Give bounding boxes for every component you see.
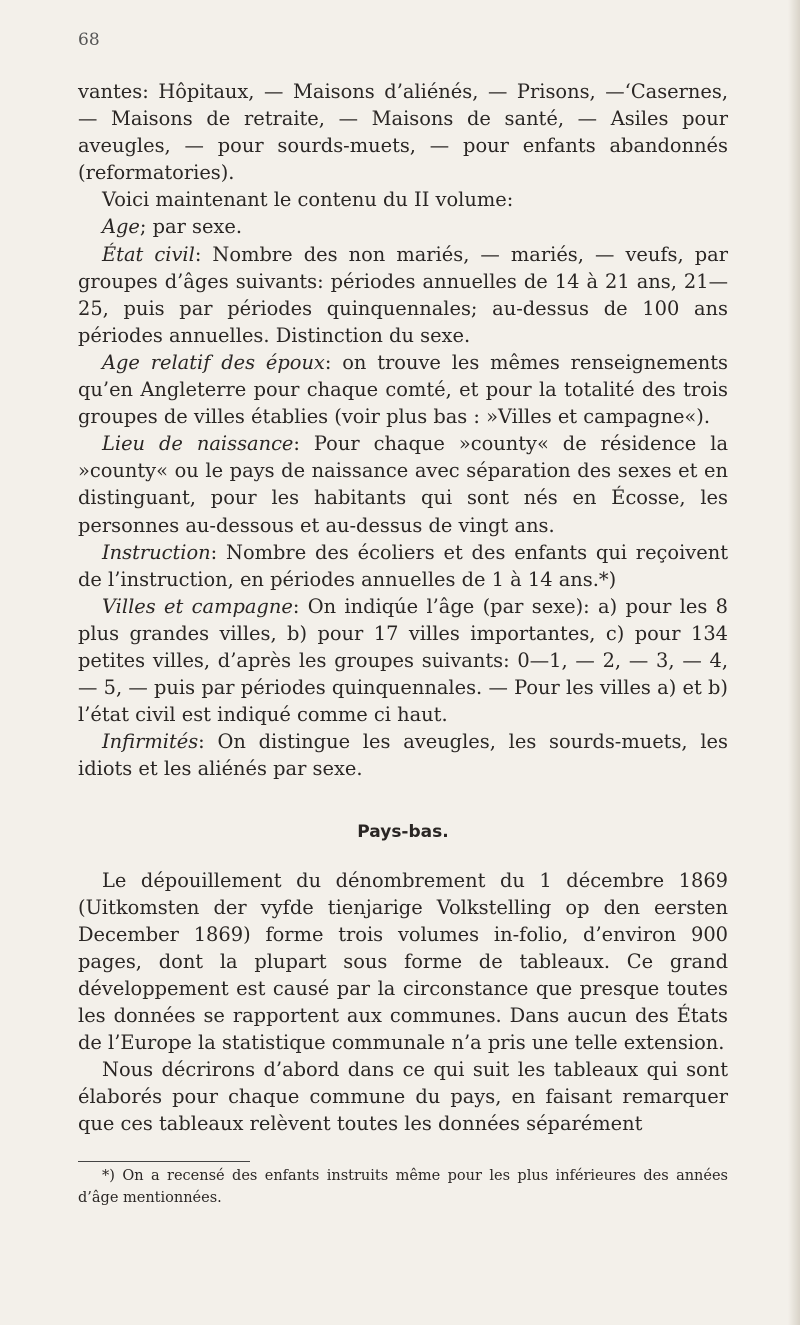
footnote-divider bbox=[78, 1161, 250, 1162]
paragraph-body: Voici maintenant le contenu du II volume: bbox=[102, 188, 514, 212]
paragraph-age-relatif bbox=[78, 349, 728, 430]
page-number: 68 bbox=[78, 30, 100, 50]
paragraph-lead: Lieu de naissance bbox=[102, 432, 294, 456]
paragraph-lead: Infirmités bbox=[102, 730, 199, 754]
page-edge-shadow bbox=[788, 0, 800, 1325]
paragraph-infirmites bbox=[78, 728, 728, 782]
paragraph-lead: Age bbox=[102, 215, 140, 239]
paragraph-continuation bbox=[78, 78, 728, 186]
paragraph-lead: Instruction bbox=[102, 540, 211, 564]
paragraph-body: : On distingue les aveugles, les sourds-muets, les idiots et les aliénés par sexe. bbox=[78, 730, 728, 781]
footnote: *) On a recensé des enfants instruits même pour les plus inférieures des années d’âge mentionnées. bbox=[78, 1168, 728, 1206]
paragraph-body: ; par sexe. bbox=[139, 215, 243, 239]
paragraph-body: : On indiqúe l’âge (par sexe): a) pour les 8 plus grandes villes, b) pour 17 villes importantes, c) pour 134 petites villes, d’après les groupes suivants: 0—1, — 2, — 3, — 4, — 5, — puis par périodes quinquennales. — Pour les villes a) et b) l’état civil est indiqué comme ci haut. bbox=[78, 594, 728, 727]
section-heading: Pays-bas. bbox=[357, 822, 449, 843]
paragraph-body: vantes: Hôpitaux, — Maisons d’aliénés, — Prisons, —‘Casernes, — Maisons de retraite, — Maisons de santé, — Asiles pour aveugles, — pour sourds-muets, — pour enfants abandonnés (reformatories). bbox=[78, 80, 728, 185]
paragraph-lead: État civil bbox=[102, 242, 195, 266]
paragraph-instruction bbox=[78, 539, 728, 593]
section-paragraph: Le dépouillement du dénombrement du 1 décembre 1869 (Uitkomsten der vyfde tienjarige Volkstelling op den eersten December 1869) forme trois volumes in-folio, d’environ 900 pages, dont la plupart sous forme de tableaux. Ce grand développement est causé par la circonstance que presque toutes les données se rapportent aux communes. Dans aucun des États de l’Europe la statistique communale n’a pris une telle extension. bbox=[78, 868, 728, 1055]
paragraph-villes-campagne bbox=[78, 593, 728, 728]
main-text bbox=[78, 78, 728, 1137]
paragraph-lieu-naissance bbox=[78, 430, 728, 538]
paragraph-lead: Age relatif des époux bbox=[102, 350, 325, 374]
paragraph-intro bbox=[78, 186, 728, 213]
paragraph-body: : Nombre des écoliers et des enfants qui reçoivent de l’instruction, en périodes annuelles de 1 à 14 ans.*) bbox=[78, 540, 728, 591]
paragraph-body: : on trouve les mêmes renseignements qu’en Angleterre pour chaque comté, et pour la totalité des trois groupes de villes établies (voir plus bas : »Villes et campagne«). bbox=[78, 350, 728, 429]
paragraph-body: : Pour chaque »county« de résidence la »county« ou le pays de naissance avec séparation des sexes et en distinguant, pour les habitants qui sont nés en Écosse, les personnes au-dessous et au-dessus de vingt ans. bbox=[78, 432, 728, 537]
paragraph-age bbox=[78, 213, 728, 240]
paragraph-etat-civil bbox=[78, 241, 728, 349]
section-paragraph: Nous décrirons d’abord dans ce qui suit les tableaux qui sont élaborés pour chaque commune du pays, en faisant remarquer que ces tableaux relèvent toutes les données séparément bbox=[78, 1058, 728, 1136]
paragraph-body: : Nombre des non mariés, — mariés, — veufs, par groupes d’âges suivants: périodes annuelles de 14 à 21 ans, 21—25, puis par périodes quinquennales; au-dessus de 100 ans périodes annuelles. Distinction du sexe. bbox=[78, 242, 728, 347]
paragraph-lead: Villes et campagne bbox=[102, 594, 293, 618]
